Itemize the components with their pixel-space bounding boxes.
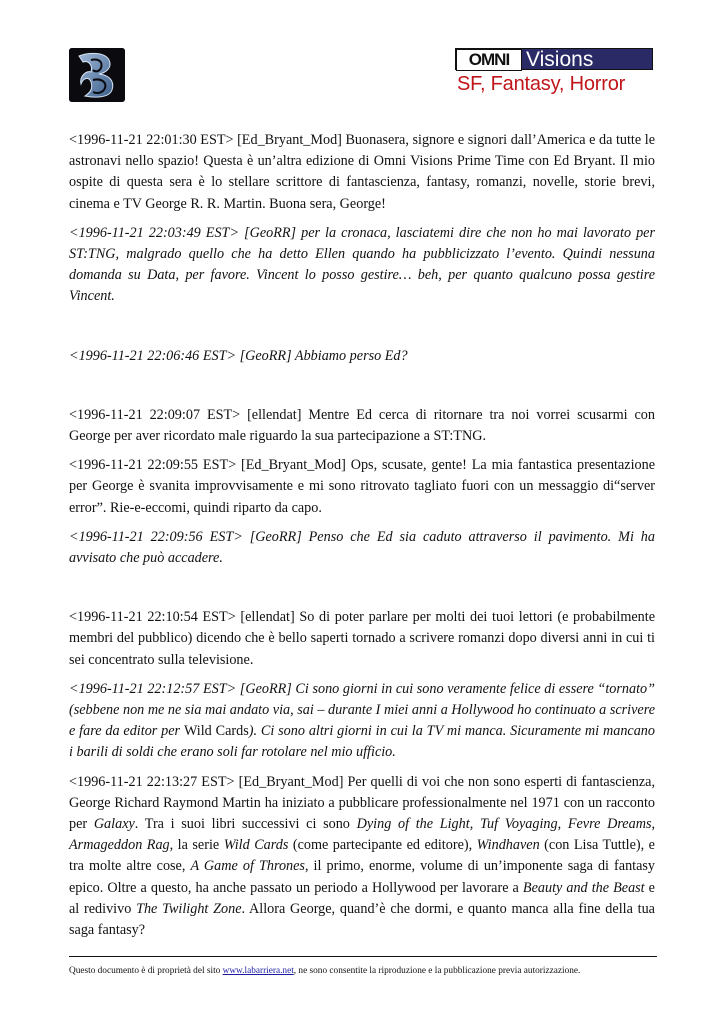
barriera-logo [69,48,125,102]
entry-text: ). Ci sono altri giorni in cui la TV mi manca. Sicuramente mi mancano i barili di soldi che erano soli far rotolare nel mio ufficio. [69,723,655,761]
entry-text: , [557,816,568,833]
logo-subtitle: SF, Fantasy, Horror [457,73,626,95]
book-title: Beauty and the Beast [522,879,645,896]
book-title: Dying of the Light [356,816,470,833]
entry-text: , la serie [169,837,224,854]
entry-text: . Allora George, quand’è che dormi, e quanto manca alla fine della tua saga fantasy? [69,900,655,939]
chat-entry: <1996-11-21 22:01:30 EST> [Ed_Bryant_Mod] Buonasera, signore e signori dall’America e da tutte le astronavi nello spazio! Questa è un’altra edizione di Omni Visions Prime Time con Ed Bryant. Il mio ospite di questa sera è lo stellare scrittore di fantascienza, fantasy, romanzi, novelle, storie brevi, cinema e TV George R. R. Martin. Buona sera, George! [69,132,655,212]
visions-wordmark: Visions [526,48,594,71]
entry-text: , [651,816,656,833]
entry-text: , il primo, enorme, volume di un’imponente saga di fantasy epico. Oltre a questo, ha anche passato un periodo a Hollywood per lavorare a [69,858,656,896]
entry-text: (con Lisa Tuttle), e tra molte altre cose, [69,837,655,875]
omni-wordmark: OMNI [456,49,522,71]
chat-entry: <1996-11-21 22:10:54 EST> [ellendat] So di poter parlare per molti dei tuoi lettori (e probabilmente membri del pubblico) dicendo che è bello saperti tornado a scrivere romanzi dopo diversi anni in cui ti sei concentrato sulla televisione. [69,609,655,668]
chat-entry: <1996-11-21 22:09:07 EST> [ellendat] Mentre Ed cerca di ritornare tra noi vorrei scusarmi con George per aver ricordato male riguardo la sua partecipazione a ST:TNG. [69,406,655,445]
entry-text: <1996-11-21 22:12:57 EST> [GeoRR] Ci sono giorni in cui sono veramente felice di essere “tornato” (sebbene non me ne sia mai andato via, sai – durante I miei anni a Hollywood ho continuato a scrivere e fare da editor per [69,680,655,740]
chat-entry: <1996-11-21 22:06:46 EST> [GeoRR] Abbiamo perso Ed? [69,347,408,364]
book-title: Fevre Dreams [567,816,652,833]
chat-entry: <1996-11-21 22:09:56 EST> [GeoRR] Penso che Ed sia caduto attraverso il pavimento. Mi ha avvisato che può accadere. [69,528,655,567]
footer-text: , ne sono consentite la riproduzione e la pubblicazione previa autorizzazione. [293,966,581,976]
omni-visions-logo [455,48,653,96]
entry-text: e al redivivo [69,879,655,917]
omni-visions-banner [455,48,653,70]
book-title: Wild Cards [183,723,249,740]
book-title: Tuf Voyaging [479,816,558,833]
book-title: Wild Cards [223,837,289,854]
transcript-body [69,130,655,949]
entry-text: , [469,816,480,833]
footer-divider [69,956,657,957]
entry-text: (come partecipante ed editore), [288,837,477,854]
chat-entry [69,772,655,942]
book-title: The Twilight Zone [136,900,242,917]
footer-link[interactable]: www.labarriera.net [222,966,294,976]
book-title: Armageddon Rag [69,837,170,854]
barriera-logo-mark [69,48,125,102]
entry-text: <1996-11-21 22:13:27 EST> [Ed_Bryant_Mod] Per quelli di voi che non sono esperti di fantascienza, George Richard Raymond Martin ha iniziato a pubblicare professionalmente nel 1971 con un racconto per [69,773,655,833]
book-title: A Game of Thrones [190,858,305,875]
chat-entry: <1996-11-21 22:03:49 EST> [GeoRR] per la cronaca, lasciatemi dire che non ho mai lavorato per ST:TNG, malgrado quello che ha detto Ellen quando ha pubblicizzato l’evento. Quindi nessuna domanda su Data, per favore. Vincent lo posso gestire… beh, per quanto qualcuno possa gestire Vincent. [69,224,655,305]
footer-notice [69,966,669,976]
chat-entry [69,679,655,764]
book-title: Galaxy [93,816,135,833]
footer-text: Questo documento è di proprietà del sito [69,966,223,976]
chat-entry: <1996-11-21 22:09:55 EST> [Ed_Bryant_Mod] Ops, scusate, gente! La mia fantastica presentazione per George è svanita improvvisamente e mi sono ritrovato tagliato fuori con un messaggio di“server error”. Rie-e-eccomi, quindi riparto da capo. [69,457,655,516]
entry-text: . Tra i suoi libri successivi ci sono [134,816,357,833]
book-title: Windhaven [476,837,540,854]
